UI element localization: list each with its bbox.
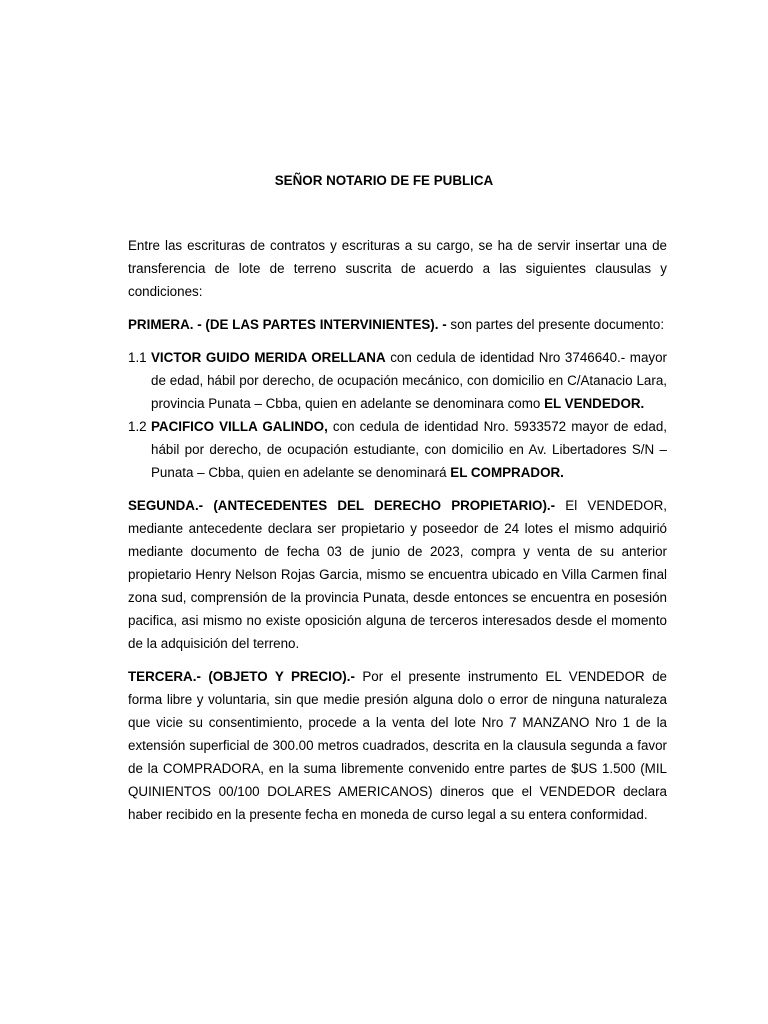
party-item-number: 1.2 — [128, 419, 147, 434]
party-role: EL VENDEDOR. — [544, 396, 645, 411]
parties-list — [128, 346, 667, 484]
clause-tercera — [128, 665, 667, 826]
clause-segunda — [128, 494, 667, 655]
party-role: EL COMPRADOR. — [450, 465, 564, 480]
party-details: con cedula de identidad Nro. 5933572 mayor de edad, hábil por derecho, de ocupación estudiante, con domicilio en Av. Libertadores S/N – Punata – Cbba, quien en adelante se denominará — [151, 419, 667, 480]
party-item-seller — [128, 346, 667, 415]
document-title: SEÑOR NOTARIO DE FE PUBLICA — [274, 173, 494, 188]
clause-tercera-heading: TERCERA.- (OBJETO Y PRECIO).- — [128, 669, 355, 684]
clause-primera-text: son partes del presente documento: — [446, 317, 665, 332]
party-details: con cedula de identidad Nro 3746640.- mayor de edad, hábil por derecho, de ocupación mecánico, con domicilio en C/Atanacio Lara, provincia Punata – Cbba, quien en adelante se denominara como — [151, 350, 668, 411]
party-name: PACIFICO VILLA GALINDO, — [151, 419, 328, 434]
clause-segunda-text: El VENDEDOR, mediante antecedente declara ser propietario y poseedor de 24 lotes el mismo adquirió mediante documento de fecha 03 de junio de 2023, compra y venta de su anterior propietario Henry Nelson Rojas Garcia, mismo se encuentra ubicado en Villa Carmen final zona sud, comprensión de la provincia Punata, desde entonces se encuentra en posesión pacifica, asi mismo no existe oposición alguna de terceros interesados desde el momento de la adquisición del terreno. — [128, 498, 667, 651]
clause-tercera-text: Por el presente instrumento EL VENDEDOR de forma libre y voluntaria, sin que medie presión alguna dolo o error de ninguna naturaleza que vicie su consentimiento, procede a la venta del lote Nro 7 MANZANO Nro 1 de la extensión superficial de 300.00 metros cuadrados, descrita en la clausula segunda a favor de la COMPRADORA, en la suma libremente convenido entre partes de $US 1.500 (MIL QUINIENTOS 00/100 DOLARES AMERICANOS) dineros que el VENDEDOR declara haber recibido en la presente fecha en moneda de curso legal a su entera conformidad. — [128, 669, 667, 822]
party-item-number: 1.1 — [128, 350, 147, 365]
clause-segunda-heading: SEGUNDA.- (ANTECEDENTES DEL DERECHO PROPIETARIO).- — [128, 498, 556, 513]
clause-primera — [128, 313, 667, 336]
party-item-buyer — [128, 415, 667, 484]
clause-primera-heading: PRIMERA. - (DE LAS PARTES INTERVINIENTES). - — [128, 317, 447, 332]
party-name: VICTOR GUIDO MERIDA ORELLANA — [151, 350, 386, 365]
intro-paragraph: Entre las escrituras de contratos y escrituras a su cargo, se ha de servir insertar una de transferencia de lote de terreno suscrita de acuerdo a las siguientes clausulas y condiciones: — [128, 238, 667, 299]
document-body — [128, 234, 667, 836]
